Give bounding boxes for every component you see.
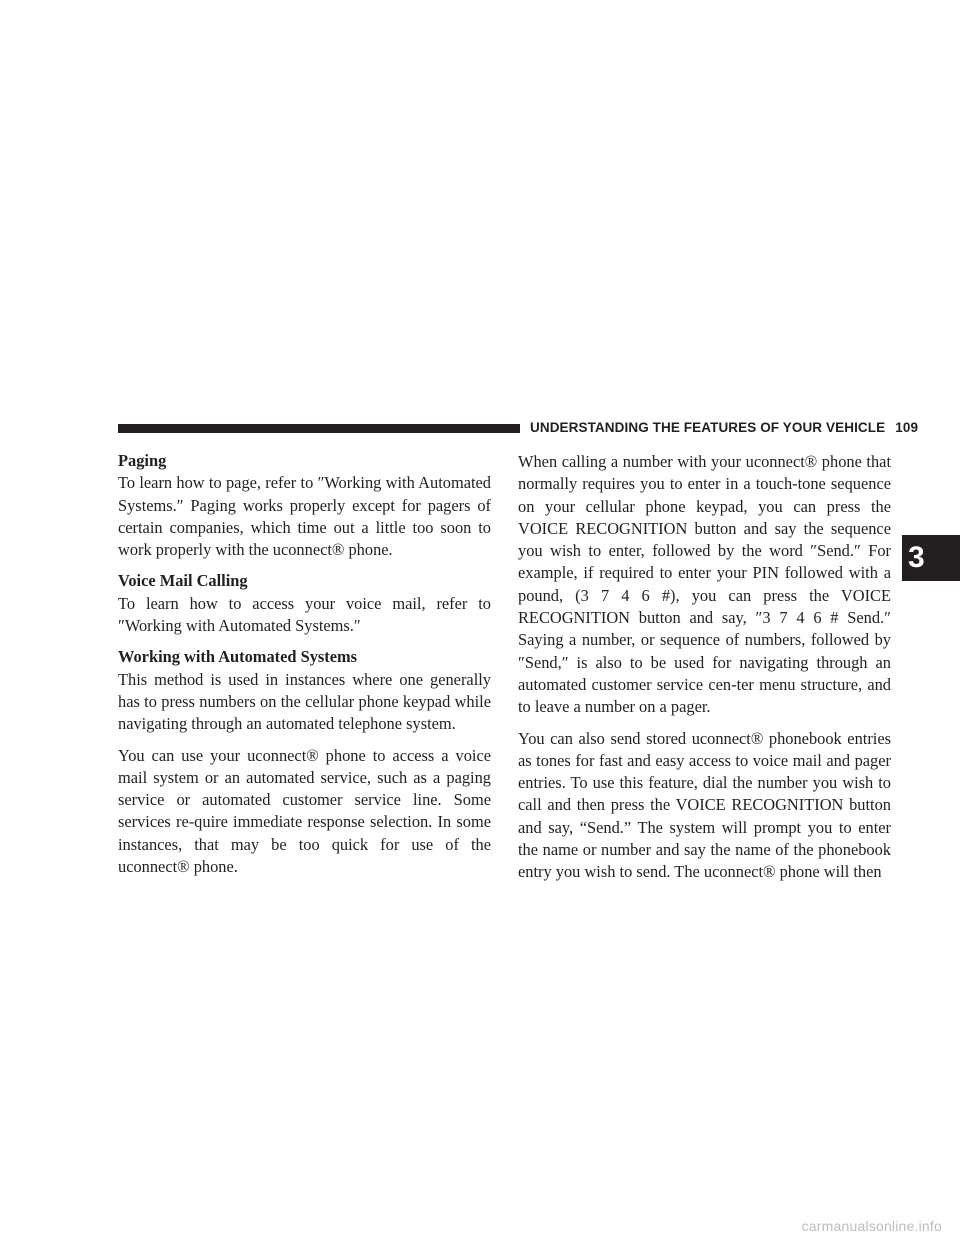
voicemail-heading: Voice Mail Calling (118, 571, 248, 591)
automated-heading: Working with Automated Systems (118, 647, 358, 667)
chapter-tab: 3 (902, 535, 960, 581)
paging-paragraph: To learn how to page, refer to ″Working with Automated Systems.″ Paging works properly except for pagers of certain companies, which time out a little too soon to work properly with the uconnect® phone. (118, 473, 491, 560)
page-number: 109 (895, 420, 919, 435)
automated-paragraph-2: You can use your uconnect® phone to access a voice mail system or an automated service, such as a paging service or automated customer service line. Some services re-quire immediate response selection. In some instances, that may be too quick for use of the uconnect® phone. (118, 745, 491, 877)
running-header (530, 420, 918, 435)
touch-tone-paragraph: When calling a number with your uconnect® phone that normally requires you to enter in a touch-tone sequence on your cellular phone keypad, you can press the VOICE RECOGNITION button and say the sequence you wish to enter, followed by the word ″Send.″ For example, if required to enter your PIN followed with a pound, (3 7 4 6 #), you can press the VOICE RECOGNITION button and say, ″3 7 4 6 # Send.″ Saying a number, or sequence of numbers, followed by ″Send,″ is also to be used for navigating through an automated customer service cen-ter menu structure, and to leave a number on a pager. (518, 452, 891, 717)
automated-paragraph: This method is used in instances where one generally has to press numbers on the cellular phone keypad while navigating through an automated telephone system. (118, 669, 491, 734)
right-column (518, 451, 891, 884)
paging-heading: Paging (118, 451, 167, 470)
left-column (118, 450, 491, 878)
phonebook-tones-paragraph: You can also send stored uconnect® phonebook entries as tones for fast and easy access to voice mail and pager entries. To use this feature, dial the number you wish to call and then press the VOICE RECOGNITION button and say, “Send.” The system will prompt you to enter the name or number and say the name of the phonebook entry you wish to send. The uconnect® phone will then (518, 728, 891, 882)
header-title: UNDERSTANDING THE FEATURES OF YOUR VEHICLE (530, 420, 886, 435)
header-rule (118, 424, 520, 433)
voicemail-paragraph: To learn how to access your voice mail, refer to ″Working with Automated Systems.″ (118, 593, 491, 636)
watermark: carmanualsonline.info (801, 1218, 942, 1234)
